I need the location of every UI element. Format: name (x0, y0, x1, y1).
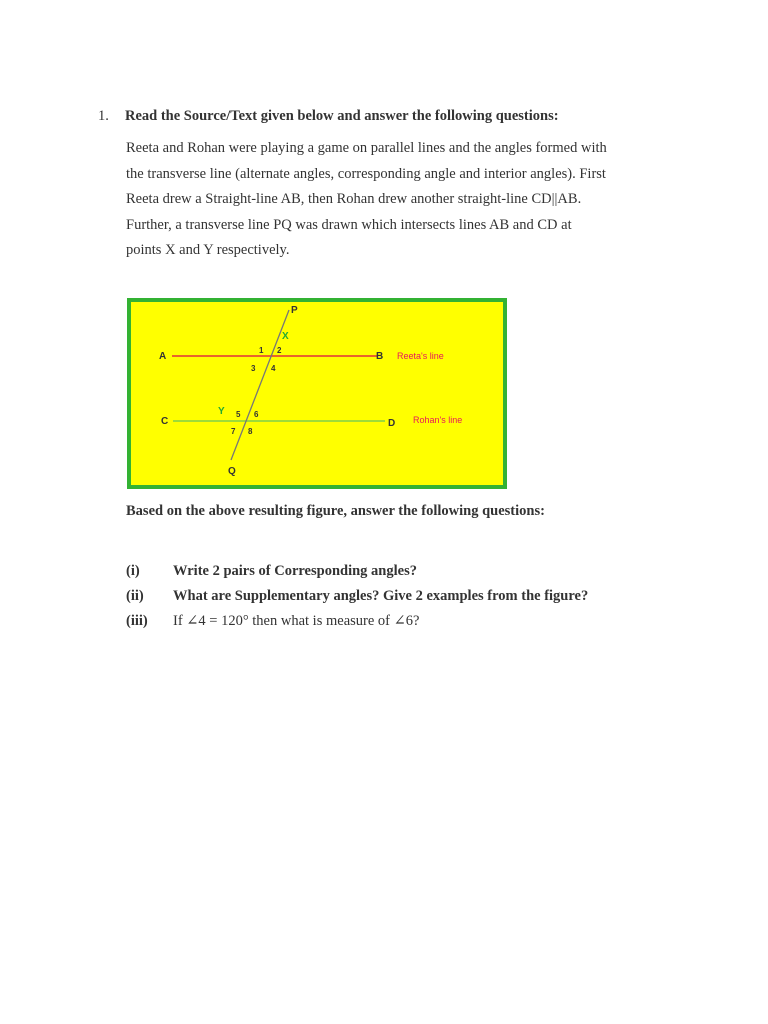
label-p: P (291, 305, 298, 316)
instructions: Based on the above resulting figure, answer the following questions: (126, 503, 545, 519)
angle-label-1: 1 (259, 346, 264, 355)
label-d: D (388, 418, 396, 429)
passage (126, 136, 666, 264)
subquestion-text: Write 2 pairs of Corresponding angles? (173, 563, 417, 579)
angle-label-8: 8 (248, 427, 253, 436)
label-c: C (161, 416, 169, 427)
parallel-lines-figure (127, 298, 507, 489)
angle-label-7: 7 (231, 427, 236, 436)
angle-label-5: 5 (236, 410, 241, 419)
label-a: A (159, 351, 167, 362)
label-y: Y (218, 406, 225, 417)
passage-line: the transverse line (alternate angles, corresponding angle and interior angles). First (126, 165, 606, 182)
angle-label-6: 6 (254, 410, 259, 419)
label-q: Q (228, 466, 236, 477)
question-number: 1. (98, 108, 109, 124)
angle-label-4: 4 (271, 364, 276, 373)
label-b: B (376, 351, 384, 362)
subquestion-text: What are Supplementary angles? Give 2 examples from the figure? (173, 588, 589, 604)
angle-label-2: 2 (277, 346, 282, 355)
question-title: Read the Source/Text given below and answer the following questions: (125, 108, 559, 124)
subquestion-text: If ∠4 = 120° then what is measure of ∠6? (173, 613, 420, 629)
subquestion-number: (ii) (126, 588, 144, 604)
label-x: X (282, 331, 289, 342)
passage-line: Reeta and Rohan were playing a game on parallel lines and the angles formed with (126, 140, 607, 156)
figure-frame (129, 300, 505, 487)
subquestion-number: (iii) (126, 613, 148, 629)
caption-reeta-line: Reeta's line (397, 351, 444, 361)
subquestion-number: (i) (126, 563, 140, 579)
caption-rohan-line: Rohan's line (413, 415, 463, 425)
angle-label-3: 3 (251, 364, 256, 373)
passage-line: points X and Y respectively. (126, 242, 290, 258)
figure-canvas (127, 298, 507, 489)
passage-line: Reeta drew a Straight-line AB, then Rohan drew another straight-line CD||AB. (126, 191, 582, 207)
passage-line: Further, a transverse line PQ was drawn which intersects lines AB and CD at (126, 216, 572, 233)
